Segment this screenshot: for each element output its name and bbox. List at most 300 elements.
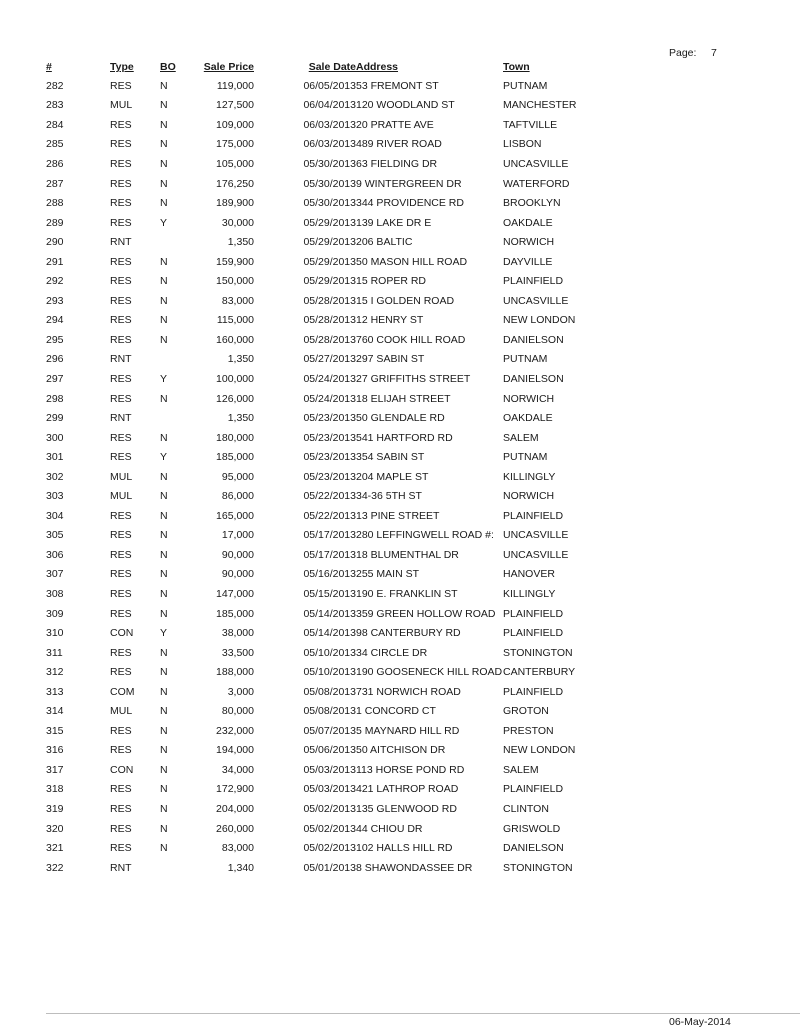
column-header-sale-date: Sale Date	[308, 61, 356, 73]
table-row	[46, 780, 613, 800]
table-row	[46, 604, 613, 624]
cell-address: 34-36 5TH ST	[356, 490, 422, 503]
cell-number: 283	[46, 99, 64, 112]
cell-type: MUL	[110, 470, 133, 483]
cell-town: PUTNAM	[503, 451, 548, 464]
cell-sale-price: 1,350	[227, 353, 254, 366]
cell-address: 27 GRIFFITHS STREET	[356, 372, 471, 385]
table-row	[46, 760, 613, 780]
cell-sale-date: 05/22/2013	[303, 509, 356, 522]
cell-sale-price: 34,000	[221, 763, 254, 776]
cell-sale-price: 188,000	[216, 666, 254, 679]
cell-sale-price: 1,350	[227, 412, 254, 425]
table-row	[46, 252, 613, 272]
sales-table	[46, 58, 613, 877]
cell-address: 13 PINE STREET	[356, 509, 440, 522]
cell-sale-price: 83,000	[221, 294, 254, 307]
cell-number: 292	[46, 275, 64, 288]
cell-sale-price: 260,000	[216, 822, 254, 835]
cell-address: 359 GREEN HOLLOW ROAD	[356, 607, 496, 620]
cell-sale-price: 165,000	[216, 509, 254, 522]
cell-town: PLAINFIELD	[503, 783, 564, 796]
cell-type: RES	[110, 842, 132, 855]
cell-type: RES	[110, 177, 132, 190]
cell-sale-date: 05/14/2013	[303, 627, 356, 640]
cell-address: 53 FREMONT ST	[356, 79, 439, 92]
cell-type: RES	[110, 392, 132, 405]
table-row	[46, 193, 613, 213]
cell-bo: N	[160, 724, 168, 737]
cell-bo: N	[160, 607, 168, 620]
cell-number: 298	[46, 392, 64, 405]
cell-town: STONINGTON	[503, 861, 573, 874]
cell-address: 731 NORWICH ROAD	[356, 685, 461, 698]
cell-type: RES	[110, 431, 132, 444]
cell-sale-price: 175,000	[216, 138, 254, 151]
cell-sale-date: 05/03/2013	[303, 763, 356, 776]
cell-address: 297 SABIN ST	[356, 353, 425, 366]
cell-sale-date: 05/30/2013	[303, 157, 356, 170]
table-row	[46, 115, 613, 135]
table-row	[46, 408, 613, 428]
cell-sale-date: 05/10/2013	[303, 666, 356, 679]
cell-number: 288	[46, 197, 64, 210]
cell-sale-price: 127,500	[216, 99, 254, 112]
cell-address: 541 HARTFORD RD	[356, 431, 453, 444]
cell-type: RES	[110, 79, 132, 92]
cell-address: 18 BLUMENTHAL DR	[356, 548, 459, 561]
cell-number: 295	[46, 333, 64, 346]
cell-type: RES	[110, 118, 132, 131]
cell-town: MANCHESTER	[503, 99, 577, 112]
table-row	[46, 565, 613, 585]
cell-town: NEW LONDON	[503, 744, 576, 757]
cell-sale-date: 05/17/2013	[303, 529, 356, 542]
table-row	[46, 350, 613, 370]
cell-sale-date: 05/24/2013	[303, 392, 356, 405]
cell-town: NORWICH	[503, 490, 555, 503]
cell-number: 284	[46, 118, 64, 131]
table-row	[46, 682, 613, 702]
table-row	[46, 819, 613, 839]
cell-sale-price: 1,340	[227, 861, 254, 874]
table-row	[46, 741, 613, 761]
cell-town: OAKDALE	[503, 216, 553, 229]
page-label: Page:	[669, 47, 697, 59]
cell-type: RES	[110, 783, 132, 796]
cell-sale-date: 05/23/2013	[303, 431, 356, 444]
column-header-sale-price: Sale Price	[203, 61, 254, 73]
cell-sale-date: 05/23/2013	[303, 412, 356, 425]
cell-number: 291	[46, 255, 64, 268]
cell-type: RES	[110, 255, 132, 268]
cell-address: 18 ELIJAH STREET	[356, 392, 451, 405]
cell-type: RES	[110, 138, 132, 151]
cell-town: UNCASVILLE	[503, 548, 569, 561]
cell-bo: N	[160, 470, 168, 483]
cell-type: RES	[110, 587, 132, 600]
cell-number: 297	[46, 372, 64, 385]
cell-sale-date: 05/03/2013	[303, 783, 356, 796]
cell-address: 63 FIELDING DR	[356, 157, 438, 170]
cell-bo: N	[160, 177, 168, 190]
cell-address: 5 MAYNARD HILL RD	[356, 724, 460, 737]
table-row	[46, 838, 613, 858]
cell-address: 190 GOOSENECK HILL ROAD	[356, 666, 503, 679]
cell-town: PLAINFIELD	[503, 509, 564, 522]
cell-type: RNT	[110, 861, 132, 874]
cell-number: 293	[46, 294, 64, 307]
cell-sale-price: 90,000	[221, 548, 254, 561]
cell-sale-date: 05/02/2013	[303, 803, 356, 815]
cell-sale-date: 05/07/2013	[303, 724, 356, 737]
cell-sale-price: 232,000	[216, 724, 254, 737]
table-row	[46, 799, 613, 819]
cell-bo: N	[160, 666, 168, 679]
cell-sale-price: 159,900	[216, 255, 254, 268]
cell-sale-price: 115,000	[216, 314, 254, 327]
table-row	[46, 213, 613, 233]
cell-number: 300	[46, 431, 64, 444]
cell-bo: N	[160, 822, 168, 835]
table-row	[46, 369, 613, 389]
cell-address: 50 GLENDALE RD	[356, 412, 445, 425]
table-row	[46, 526, 613, 546]
cell-sale-date: 05/29/2013	[303, 216, 356, 229]
cell-type: RES	[110, 509, 132, 522]
cell-bo: N	[160, 99, 168, 112]
cell-type: RES	[110, 197, 132, 210]
cell-sale-price: 160,000	[216, 333, 254, 346]
cell-sale-price: 105,000	[216, 157, 254, 170]
cell-sale-price: 86,000	[221, 490, 254, 503]
cell-number: 303	[46, 490, 64, 503]
cell-bo: N	[160, 842, 168, 855]
cell-address: 204 MAPLE ST	[356, 470, 429, 483]
cell-town: DAYVILLE	[503, 255, 553, 268]
cell-sale-price: 17,000	[221, 529, 254, 542]
cell-sale-price: 83,000	[221, 842, 254, 855]
cell-address: 344 PROVIDENCE RD	[356, 197, 464, 210]
cell-type: RES	[110, 275, 132, 288]
cell-address: 50 AITCHISON DR	[356, 744, 446, 757]
cell-town: SALEM	[503, 431, 539, 444]
cell-town: CANTERBURY	[503, 666, 576, 679]
cell-number: 286	[46, 157, 64, 170]
cell-sale-date: 05/30/2013	[303, 177, 356, 190]
column-header-number: #	[46, 61, 52, 73]
cell-number: 318	[46, 783, 64, 796]
table-row	[46, 428, 613, 448]
cell-sale-date: 05/02/2013	[303, 822, 356, 835]
cell-sale-date: 05/10/2013	[303, 646, 356, 659]
cell-address: 255 MAIN ST	[356, 568, 420, 581]
cell-town: CLINTON	[503, 803, 549, 815]
cell-address: 120 WOODLAND ST	[356, 99, 455, 112]
cell-type: RES	[110, 666, 132, 679]
cell-type: RES	[110, 333, 132, 346]
cell-town: STONINGTON	[503, 646, 573, 659]
cell-type: RES	[110, 216, 132, 229]
cell-number: 294	[46, 314, 64, 327]
cell-sale-date: 05/08/2013	[303, 705, 356, 718]
cell-number: 309	[46, 607, 64, 620]
cell-number: 301	[46, 451, 64, 464]
cell-town: UNCASVILLE	[503, 529, 569, 542]
cell-town: KILLINGLY	[503, 470, 556, 483]
cell-sale-price: 185,000	[216, 451, 254, 464]
cell-bo: N	[160, 783, 168, 796]
cell-town: PUTNAM	[503, 353, 548, 366]
cell-bo: Y	[160, 372, 168, 385]
cell-number: 287	[46, 177, 64, 190]
cell-type: RES	[110, 372, 132, 385]
footer-divider	[46, 1013, 800, 1014]
cell-number: 314	[46, 705, 64, 718]
cell-address: 8 SHAWONDASSEE DR	[356, 861, 473, 874]
cell-address: 9 WINTERGREEN DR	[356, 177, 462, 190]
cell-sale-price: 189,900	[216, 197, 254, 210]
cell-type: RES	[110, 157, 132, 170]
cell-sale-price: 147,000	[216, 587, 254, 600]
cell-sale-date: 05/29/2013	[303, 236, 356, 249]
cell-type: CON	[110, 763, 134, 776]
cell-bo: N	[160, 333, 168, 346]
page-number: 7	[711, 47, 717, 59]
table-row	[46, 643, 613, 663]
cell-address: 1 CONCORD CT	[356, 705, 436, 718]
cell-type: RES	[110, 294, 132, 307]
cell-town: NORWICH	[503, 236, 555, 249]
cell-bo: N	[160, 138, 168, 151]
cell-town: NORWICH	[503, 392, 555, 405]
cell-number: 306	[46, 548, 64, 561]
cell-bo: N	[160, 431, 168, 444]
cell-sale-date: 05/23/2013	[303, 470, 356, 483]
table-row	[46, 291, 613, 311]
cell-town: GRISWOLD	[503, 822, 561, 835]
cell-address: 760 COOK HILL ROAD	[356, 333, 466, 346]
cell-bo: N	[160, 705, 168, 718]
cell-sale-price: 119,000	[216, 79, 254, 92]
cell-sale-date: 05/06/2013	[303, 744, 356, 757]
cell-sale-date: 05/02/2013	[303, 842, 356, 855]
cell-sale-price: 30,000	[221, 216, 254, 229]
cell-number: 311	[46, 646, 63, 659]
cell-bo: N	[160, 79, 168, 92]
cell-sale-date: 05/08/2013	[303, 685, 356, 698]
column-header-town: Town	[503, 61, 530, 73]
cell-bo: Y	[160, 216, 168, 229]
cell-sale-price: 3,000	[227, 685, 254, 698]
cell-number: 312	[46, 666, 64, 679]
cell-type: RES	[110, 646, 132, 659]
cell-sale-price: 204,000	[216, 803, 254, 815]
cell-town: SALEM	[503, 763, 539, 776]
table-row	[46, 330, 613, 350]
cell-town: LISBON	[503, 138, 542, 151]
cell-town: PLAINFIELD	[503, 275, 564, 288]
cell-type: RNT	[110, 412, 132, 425]
cell-number: 308	[46, 587, 64, 600]
table-row	[46, 389, 613, 409]
cell-town: BROOKLYN	[503, 197, 561, 210]
cell-address: 280 LEFFINGWELL ROAD #:	[356, 529, 494, 542]
table-row	[46, 135, 613, 155]
cell-number: 290	[46, 236, 64, 249]
cell-address: 34 CIRCLE DR	[356, 646, 428, 659]
cell-bo: N	[160, 646, 168, 659]
cell-bo: N	[160, 568, 168, 581]
cell-sale-price: 90,000	[221, 568, 254, 581]
cell-town: WATERFORD	[503, 177, 570, 190]
cell-address: 102 HALLS HILL RD	[356, 842, 453, 855]
cell-address: 98 CANTERBURY RD	[356, 627, 461, 640]
table-row	[46, 311, 613, 331]
table-row	[46, 96, 613, 116]
table-row	[46, 702, 613, 722]
cell-number: 299	[46, 412, 64, 425]
cell-type: RES	[110, 314, 132, 327]
cell-sale-price: 33,500	[221, 646, 254, 659]
cell-number: 319	[46, 803, 64, 815]
cell-address: 190 E. FRANKLIN ST	[356, 587, 458, 600]
cell-sale-date: 06/03/2013	[303, 138, 356, 151]
cell-town: PUTNAM	[503, 79, 548, 92]
cell-sale-date: 05/15/2013	[303, 587, 356, 600]
cell-type: RES	[110, 568, 132, 581]
cell-address: 50 MASON HILL ROAD	[356, 255, 468, 268]
cell-number: 302	[46, 470, 64, 483]
cell-number: 322	[46, 861, 64, 874]
cell-town: DANIELSON	[503, 842, 564, 855]
table-row	[46, 545, 613, 565]
cell-type: COM	[110, 685, 135, 698]
cell-bo: N	[160, 529, 168, 542]
cell-address: 15 ROPER RD	[356, 275, 427, 288]
cell-number: 321	[46, 842, 64, 855]
table-row	[46, 623, 613, 643]
cell-bo: N	[160, 157, 168, 170]
table-row	[46, 858, 613, 878]
cell-address: 135 GLENWOOD RD	[356, 803, 457, 815]
cell-address: 113 HORSE POND RD	[356, 763, 465, 776]
cell-bo: N	[160, 509, 168, 522]
cell-type: MUL	[110, 490, 133, 503]
cell-sale-date: 05/17/2013	[303, 548, 356, 561]
cell-type: RNT	[110, 353, 132, 366]
cell-sale-date: 05/29/2013	[303, 275, 356, 288]
cell-number: 282	[46, 79, 64, 92]
cell-sale-price: 194,000	[216, 744, 254, 757]
cell-sale-price: 80,000	[221, 705, 254, 718]
cell-bo: N	[160, 392, 168, 405]
cell-bo: Y	[160, 627, 168, 640]
cell-bo: N	[160, 763, 168, 776]
cell-town: UNCASVILLE	[503, 294, 569, 307]
cell-bo: N	[160, 118, 168, 131]
cell-number: 313	[46, 685, 64, 698]
cell-number: 289	[46, 216, 64, 229]
cell-town: HANOVER	[503, 568, 555, 581]
cell-address: 421 LATHROP ROAD	[356, 783, 459, 796]
cell-town: PLAINFIELD	[503, 685, 564, 698]
table-row	[46, 174, 613, 194]
cell-sale-price: 1,350	[227, 236, 254, 249]
cell-sale-date: 05/29/2013	[303, 255, 356, 268]
table-row	[46, 721, 613, 741]
cell-sale-date: 06/03/2013	[303, 118, 356, 131]
table-row	[46, 486, 613, 506]
cell-sale-date: 06/05/2013	[303, 79, 356, 92]
cell-town: PLAINFIELD	[503, 627, 564, 640]
cell-bo	[160, 858, 198, 878]
cell-sale-price: 100,000	[216, 372, 254, 385]
cell-town: UNCASVILLE	[503, 157, 569, 170]
cell-town: TAFTVILLE	[503, 118, 558, 131]
cell-type: MUL	[110, 705, 133, 718]
cell-address: 489 RIVER ROAD	[356, 138, 442, 151]
cell-number: 310	[46, 627, 64, 640]
cell-bo: N	[160, 197, 168, 210]
cell-sale-price: 180,000	[216, 431, 254, 444]
cell-address: 20 PRATTE AVE	[356, 118, 434, 131]
cell-type: MUL	[110, 99, 133, 112]
cell-bo: N	[160, 587, 168, 600]
cell-town: PLAINFIELD	[503, 607, 564, 620]
cell-sale-price: 95,000	[221, 470, 254, 483]
table-row	[46, 232, 613, 252]
cell-type: RNT	[110, 236, 132, 249]
cell-type: RES	[110, 607, 132, 620]
cell-sale-price: 150,000	[216, 275, 254, 288]
cell-sale-price: 185,000	[216, 607, 254, 620]
cell-bo: N	[160, 803, 168, 815]
cell-number: 307	[46, 568, 64, 581]
footer-date: 06-May-2014	[669, 1016, 731, 1028]
cell-address: 206 BALTIC	[356, 236, 413, 249]
cell-bo: N	[160, 744, 168, 757]
cell-type: RES	[110, 744, 132, 757]
cell-number: 320	[46, 822, 64, 835]
table-row	[46, 76, 613, 96]
cell-bo: N	[160, 314, 168, 327]
cell-bo: N	[160, 275, 168, 288]
cell-town: DANIELSON	[503, 372, 564, 385]
cell-bo: Y	[160, 451, 168, 464]
cell-number: 316	[46, 744, 64, 757]
table-header-row	[46, 58, 613, 76]
cell-sale-date: 05/28/2013	[303, 294, 356, 307]
cell-sale-price: 126,000	[216, 392, 254, 405]
cell-number: 285	[46, 138, 64, 151]
cell-type: RES	[110, 803, 132, 815]
cell-number: 315	[46, 724, 64, 737]
cell-type: CON	[110, 627, 134, 640]
cell-sale-date: 05/27/2013	[303, 353, 356, 366]
cell-town: NEW LONDON	[503, 314, 576, 327]
cell-sale-price: 176,250	[216, 177, 254, 190]
cell-number: 317	[46, 763, 64, 776]
cell-type: RES	[110, 529, 132, 542]
table-row	[46, 447, 613, 467]
cell-address: 354 SABIN ST	[356, 451, 425, 464]
cell-address: 139 LAKE DR E	[356, 216, 432, 229]
cell-bo	[160, 232, 198, 252]
table-row	[46, 662, 613, 682]
cell-address: 44 CHIOU DR	[356, 822, 423, 835]
cell-type: RES	[110, 548, 132, 561]
